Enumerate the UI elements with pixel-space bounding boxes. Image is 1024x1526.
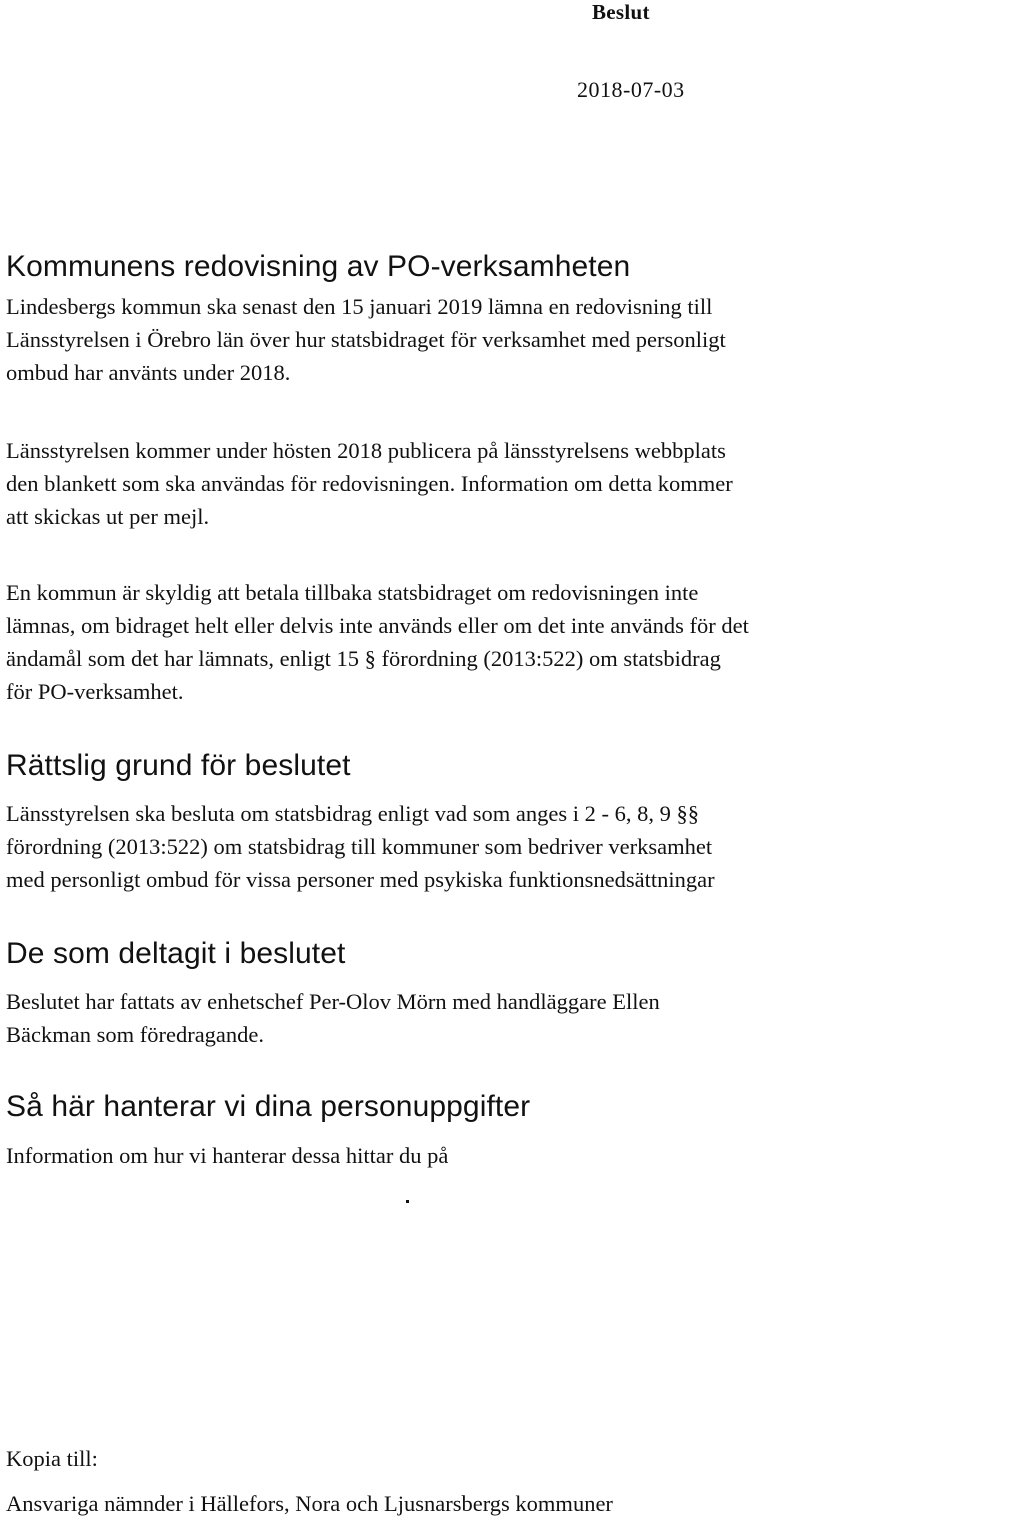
text-line: Kopia till:: [6, 1446, 98, 1471]
paragraph-redovisning-1: [6, 290, 726, 389]
copy-recipients: [6, 1487, 613, 1520]
text-line: ändamål som det har lämnats, enligt 15 § förordning (2013:522) om statsbidrag: [6, 646, 721, 671]
text-line: Länsstyrelsen i Örebro län över hur statsbidraget för verksamhet med personligt: [6, 327, 726, 352]
text-line: med personligt ombud för vissa personer med psykiska funktionsnedsättningar: [6, 867, 715, 892]
paragraph-deltagit: [6, 985, 660, 1051]
paragraph-personuppgifter: [6, 1139, 448, 1172]
stray-dot: [406, 1200, 409, 1203]
text-line: den blankett som ska användas för redovisningen. Information om detta kommer: [6, 471, 733, 496]
text-line: att skickas ut per mejl.: [6, 504, 210, 529]
paragraph-redovisning-2: [6, 434, 733, 533]
section-heading-rattslig-grund: Rättslig grund för beslutet: [6, 749, 351, 782]
document-type: Beslut: [592, 0, 650, 24]
copy-label: [6, 1442, 98, 1475]
text-line: ombud har använts under 2018.: [6, 360, 291, 385]
text-line: Lindesbergs kommun ska senast den 15 januari 2019 lämna en redovisning till: [6, 294, 713, 319]
text-line: Länsstyrelsen kommer under hösten 2018 publicera på länsstyrelsens webbplats: [6, 438, 726, 463]
section-heading-personuppgifter: Så här hanterar vi dina personuppgifter: [6, 1090, 531, 1123]
section-heading-redovisning: Kommunens redovisning av PO-verksamheten: [6, 250, 631, 283]
text-line: En kommun är skyldig att betala tillbaka statsbidraget om redovisningen inte: [6, 580, 699, 605]
paragraph-redovisning-3: [6, 576, 749, 708]
text-line: Beslutet har fattats av enhetschef Per-Olov Mörn med handläggare Ellen: [6, 989, 660, 1014]
document-date: 2018-07-03: [577, 77, 685, 102]
paragraph-rattslig-grund: [6, 797, 715, 896]
text-line: förordning (2013:522) om statsbidrag till kommuner som bedriver verksamhet: [6, 834, 713, 859]
text-line: Bäckman som föredragande.: [6, 1022, 265, 1047]
section-heading-deltagit: De som deltagit i beslutet: [6, 937, 346, 970]
text-line: för PO-verksamhet.: [6, 679, 184, 704]
text-line: Ansvariga nämnder i Hällefors, Nora och Ljusnarsbergs kommuner: [6, 1491, 613, 1516]
text-line: lämnas, om bidraget helt eller delvis inte används eller om det inte används för det: [6, 613, 749, 638]
text-line: Länsstyrelsen ska besluta om statsbidrag enligt vad som anges i 2 - 6, 8, 9 §§: [6, 801, 700, 826]
text-line: Information om hur vi hanterar dessa hittar du på: [6, 1143, 449, 1168]
